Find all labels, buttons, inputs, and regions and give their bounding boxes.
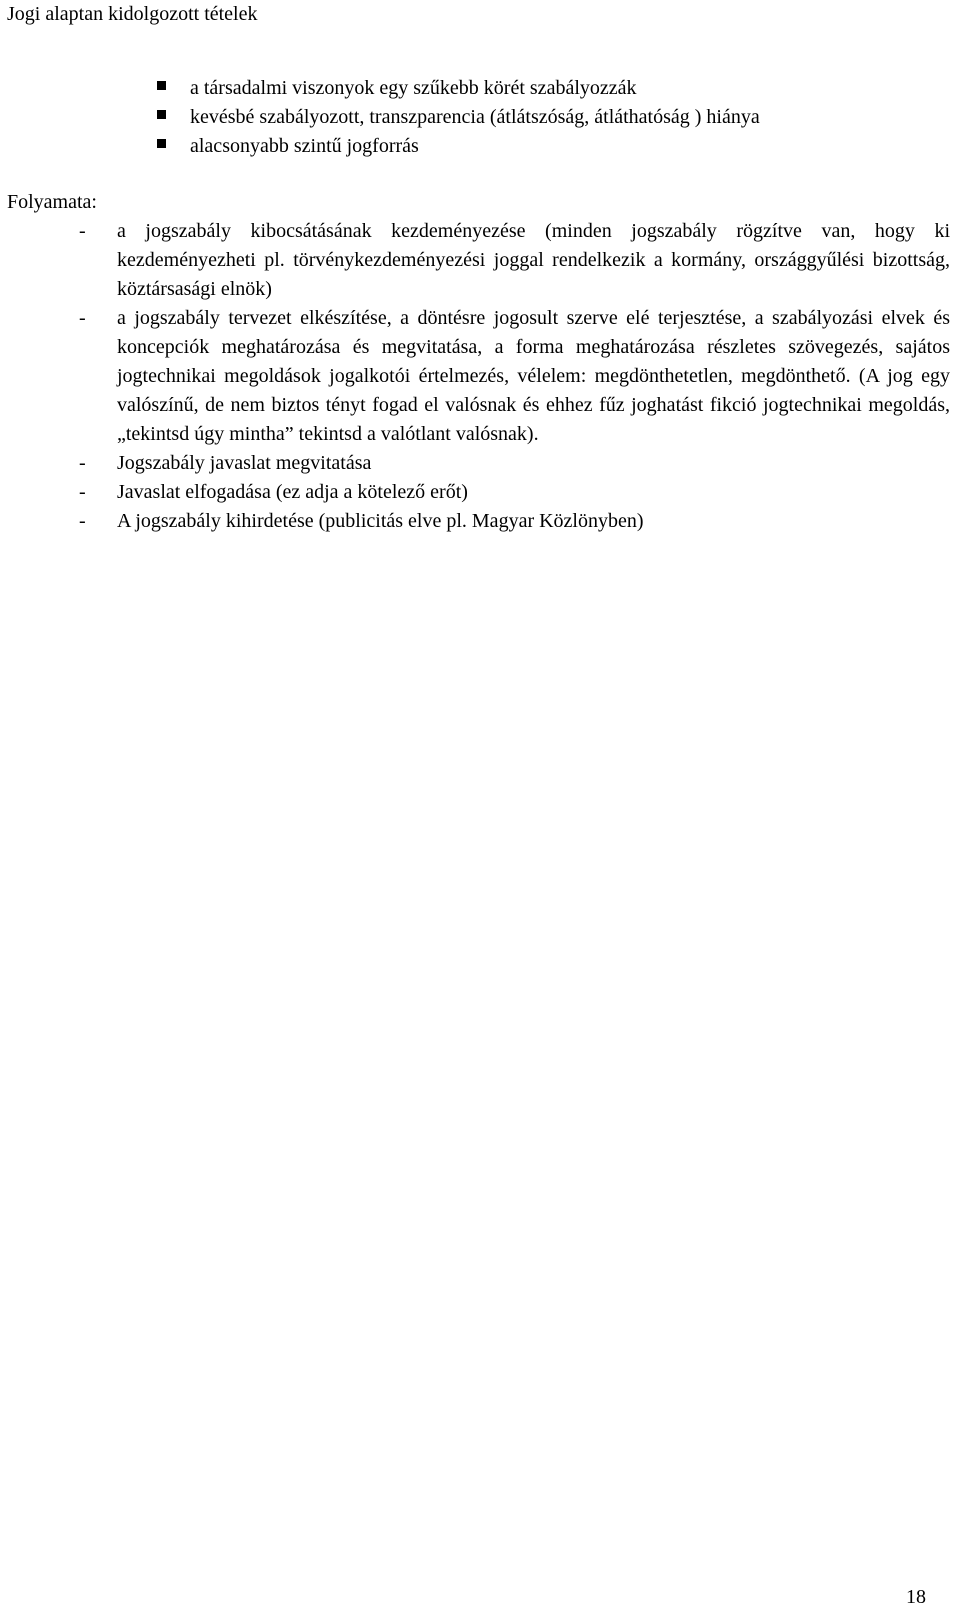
process-step [0,478,960,507]
dash-marker: - [79,220,86,242]
square-bullet-icon [157,110,166,119]
dash-marker: - [79,452,86,474]
process-heading: Folyamata: [7,191,97,213]
bullet-text: a társadalmi viszonyok egy szűkebb körét szabályozzák [190,77,637,99]
process-step [0,449,960,478]
bullet-item [155,103,760,132]
process-step [0,217,960,304]
process-step [0,507,960,536]
square-bullet-icon [157,81,166,90]
process-step-text: A jogszabály kihirdetése (publicitás elve pl. Magyar Közlönyben) [117,510,644,532]
bullet-list [155,74,760,161]
bullet-text: kevésbé szabályozott, transzparencia (átlátszóság, átláthatóság ) hiánya [190,106,760,128]
square-bullet-icon [157,139,166,148]
bullet-item [155,74,760,103]
dash-marker: - [79,481,86,503]
dash-marker: - [79,307,86,329]
process-step-text: Jogszabály javaslat megvitatása [117,452,372,474]
dash-marker: - [79,510,86,532]
process-step-text: Javaslat elfogadása (ez adja a kötelező erőt) [117,481,468,503]
bullet-text: alacsonyabb szintű jogforrás [190,135,419,157]
bullet-item [155,132,760,161]
process-step [0,304,960,449]
process-step-text: a jogszabály tervezet elkészítése, a döntésre jogosult szerve elé terjesztése, a szabályozási elvek és koncepciók meghatározása és megvitatása, a forma meghatározása részletes szövegezés, sajátos jogtechnikai megoldások jogalkotói értelmezés, vélelem: megdönthetetlen, megdönthető. (A jog egy valószínű, de nem biztos tényt fogad el valósnak és ehhez fűz joghatást fikció jogtechnikai megoldás, „tekintsd úgy mintha” tekintsd a valótlant valósnak). [117,307,950,445]
page-header-title: Jogi alaptan kidolgozott tételek [7,3,258,25]
process-step-text: a jogszabály kibocsátásának kezdeményezése (minden jogszabály rögzítve van, hogy ki kezdeményezheti pl. törvénykezdeményezési joggal rendelkezik a kormány, országgyűlési bizottság, köztársasági elnök) [117,220,950,300]
process-step-list [0,217,960,536]
page-number: 18 [906,1586,926,1608]
